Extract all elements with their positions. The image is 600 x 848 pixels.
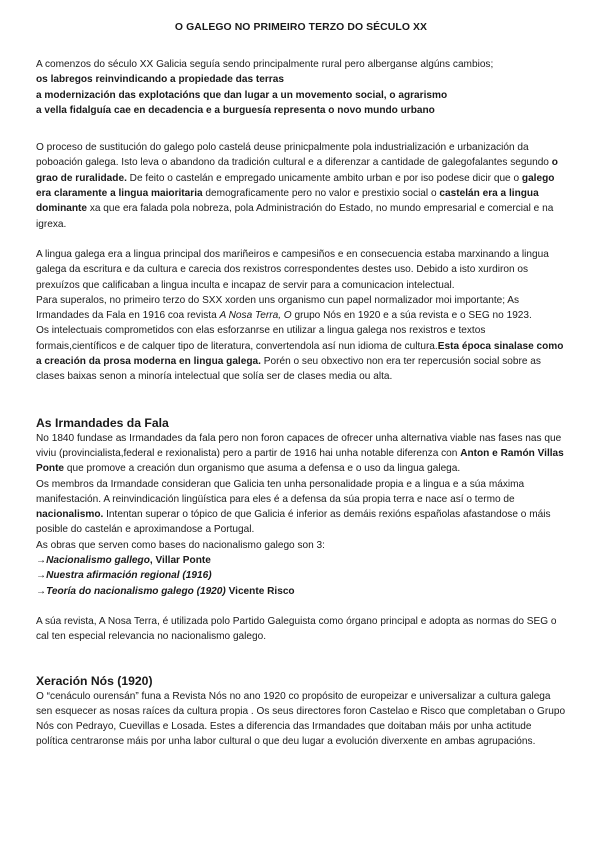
irmandades-heading: As Irmandades da Fala <box>36 415 169 430</box>
bold-span: nacionalismo. <box>36 509 104 521</box>
irmandades-paragraph <box>36 431 566 599</box>
bold-span: castelán era a lingua dominante <box>36 188 539 215</box>
text-span: As obras que serven como bases do nacionalismo galego son 3: <box>36 539 325 551</box>
text-span: Para superalos, no primeiro terzo do SXX xorden uns organismo cun papel normalizador moi importante; As Irmandades da Fala en 1916 coa revista <box>36 294 520 322</box>
bold-span: Esta época sinalase como a creación da prosa moderna en lingua galega. <box>36 340 564 368</box>
work-item <box>36 570 212 581</box>
text-span: Porén o seu obxectivo non era ter repercusión social sobre as clases baixas senon a minoría intelectual que solía ser de clases media ou alta. <box>36 356 541 383</box>
text-span: De feito o castelán e empregado unicamente ambito urban e por iso podese dicir que o <box>126 172 522 184</box>
xeracion-paragraph: O “cenáculo ourensán” funa a Revista Nós no ano 1920 co propósito de europeizar e universalizar a cultura galega sen esquecer as nosas raíces da cultura propia . Os seus directores foron Castelao e Risco que completaban o Grupo Nós con Pedrayo, Cuevillas e Losada. Estes a diferencia das Irmandades que doitaban máis por unha actitude política centraronse máis por unha labor cultural o que deu lugar a evolución diverxente en ambas agrupacións. <box>36 690 566 748</box>
arrow-icon: → <box>36 585 47 597</box>
text-span: Os intelectuais comprometidos con elas esforzanrse en utilizar a lingua galega nos rexistros e textos formais,científicos e de calquer tipo de literatura, convertendola así nun idioma de cultura. <box>36 325 486 352</box>
xeracion-heading: Xeración Nós (1920) <box>36 673 153 688</box>
text-span: Intentan superar o tópico de que Galicia é inferior as demáis rexións españolas afastandose o máis posible do castelán e aproximandose a Portugal. <box>36 509 551 536</box>
bold-span: o grao de ruralidade. <box>36 157 558 184</box>
revista-paragraph: A súa revista, A Nosa Terra, é utilizada polo Partido Galeguista como órgano principal e adopta as normas do SEG o cal ten especial relevancia no nacionalismo galego. <box>36 615 557 643</box>
language-status-paragraph <box>36 247 566 385</box>
text-span: xa que era falada pola nobreza, pola Administración do Estado, no mundo empresarial e comercial e na igrexa. <box>36 203 554 230</box>
work-item <box>36 555 211 566</box>
document-title: O GALEGO NO PRIMEIRO TERZO DO SÉCULO XX <box>174 22 428 33</box>
intro-line: A comenzos do século XX Galicia seguía sendo principalmente rural pero alberganse algúns cambios; <box>36 59 494 70</box>
work-title: Nacionalismo gallego <box>46 555 150 567</box>
text-span: grupo Nós en 1920 e a súa revista e o SEG no 1923. <box>291 310 532 322</box>
bold-span: galego era claramente a lingua maioritaria <box>36 172 555 200</box>
work-item <box>36 586 295 597</box>
intro-paragraph <box>36 57 566 118</box>
work-title: Teoría do nacionalismo galego (1920) <box>46 585 226 597</box>
text-span: Os membros da Irmandade consideran que Galicia ten unha personalidade propia e a lingua e a súa máxima manifestación. A reinvindicación lingüística para eles é a defensa da súa propia terra e nace así o termo de <box>36 478 525 505</box>
bold-span: Anton e Ramón Villas Ponte <box>36 447 564 475</box>
text-span: que promove a creación dun organismo que asuma a defensa e o uso da lingua galega. <box>64 463 461 475</box>
work-author: Vicente Risco <box>225 585 295 597</box>
intro-point-3: a vella fidalguía cae en decadencia e a burguesía representa o novo mundo urbano <box>36 104 435 116</box>
text-span: A lingua galega era a lingua principal dos mariñeiros e campesiños e en consecuencia estaba marxinando a lingua galega da escritura e da cultura e carecia dos rexistros correspondentes destes uso. Debido a isto xurdiron os prexuízos que calificaban a lingua inculta e incapaz de servir para a comunicacion intelectual. <box>36 248 549 291</box>
intro-point-1: os labregos reinvindicando a propiedade das terras <box>36 74 284 86</box>
text-span: demograficamente pero no valor e prestixio social o <box>202 188 440 200</box>
work-author: , Villar Ponte <box>149 555 211 567</box>
text-span: O proceso de sustitución do galego polo castelá deuse prinicpalmente pola industrialización e urbanización da poboación galega. Isto leva o abandono da tradición cultural e a diferenzar a cantidade de galegofalantes segundo <box>36 142 552 169</box>
intro-point-2: a modernización das explotacións que dan lugar a un movemento social, o agrarismo <box>36 89 448 101</box>
text-span: No 1840 fundase as Irmandades da fala pero non foron capaces de ofrecer unha alternativa viable nas fases nas que viviu (provincialista,federal e rexionalista) pero a partir de 1916 hai unha notable diferenza con <box>36 432 562 459</box>
arrow-icon: → <box>36 570 47 582</box>
work-title: Nuestra afirmación regional (1916) <box>46 570 212 582</box>
arrow-icon: → <box>36 555 47 567</box>
substitution-paragraph <box>36 140 566 232</box>
document-page <box>36 22 566 750</box>
italic-span: A Nosa Terra, O <box>219 310 292 322</box>
